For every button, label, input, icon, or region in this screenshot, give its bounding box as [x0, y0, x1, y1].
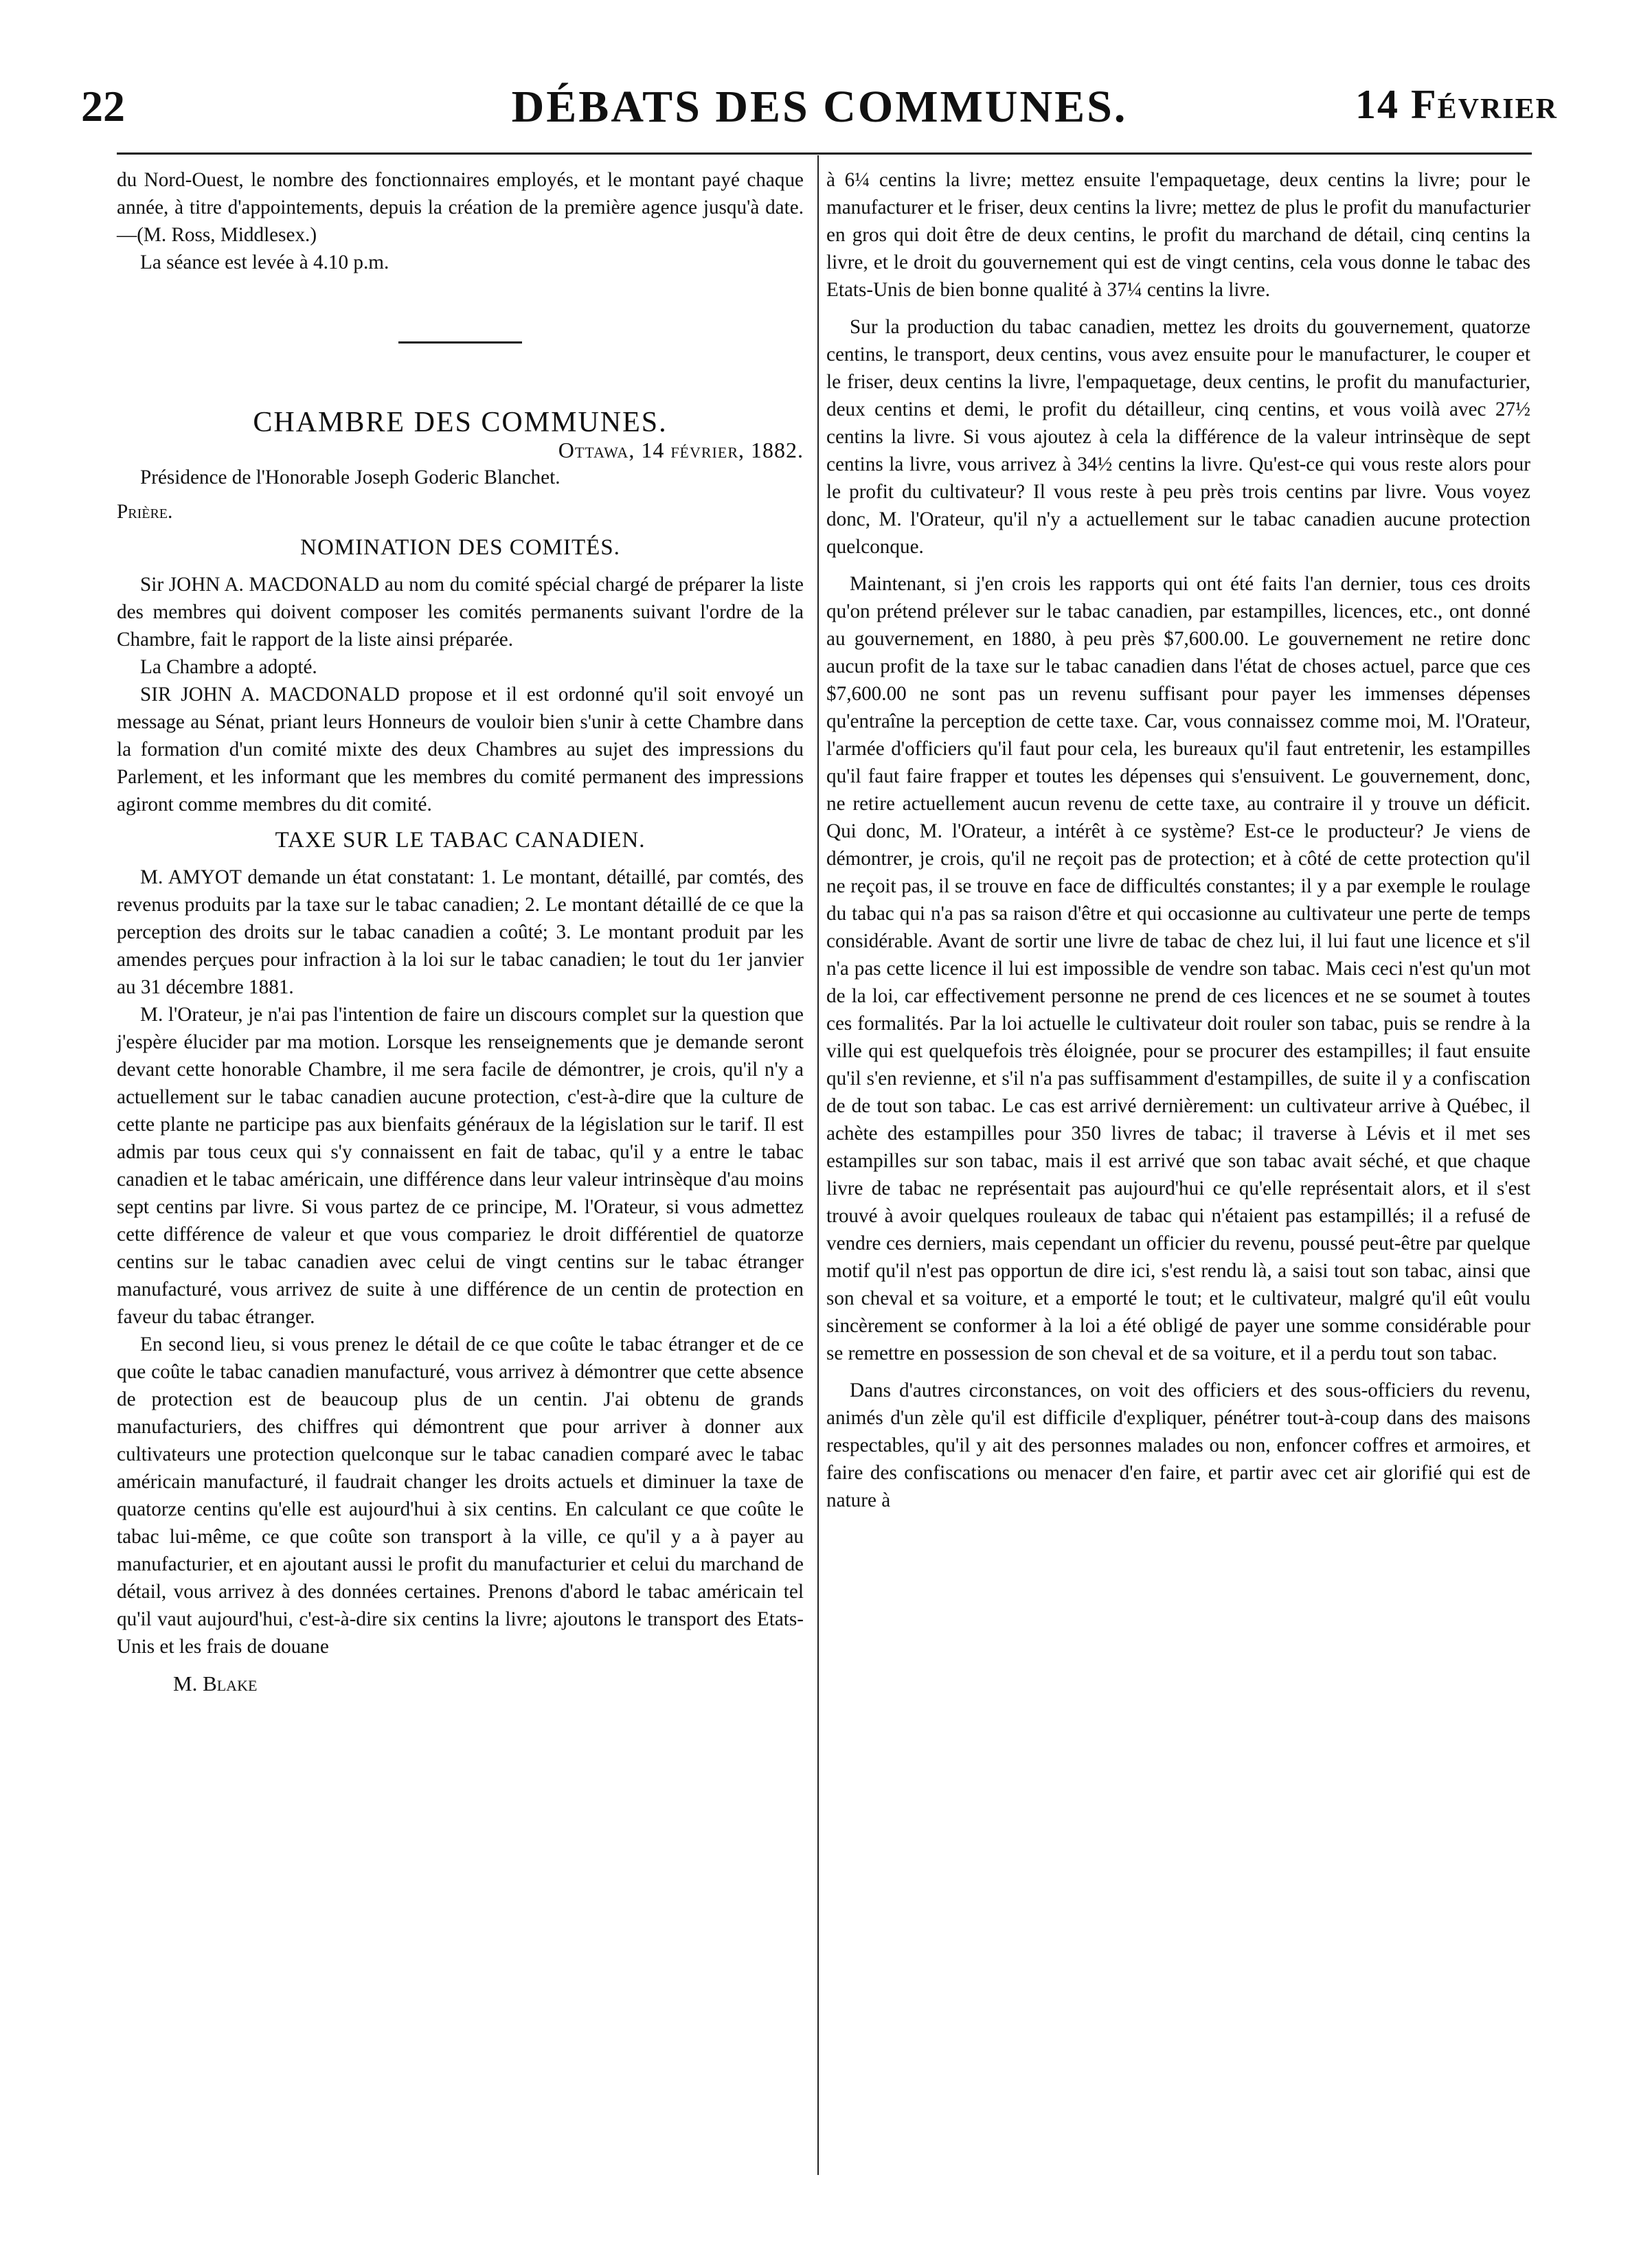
paragraph: M. AMYOT demande un état constatant: 1. Le montant, détaillé, par comtés, des revenus produits par la taxe sur le tabac canadien; 2. Le montant détaillé de ce que la perception des droits sur le tabac canadien a coûté; 3. Le montant produit par les amendes perçues pour infraction à la loi sur le tabac canadien; le tout du 1er janvier au 31 décembre 1881.	[117, 866, 804, 998]
left-column	[117, 166, 804, 1698]
paragraph: Sur la production du tabac canadien, mettez les droits du gouvernement, quatorze centins, le transport, deux centins, vous avez ensuite pour le manufacturer, le couper et le friser, deux centins la livre, l'empaquetage, deux centins, le profit du manufacturier, deux centins et demi, le profit du détailleur, cinq centins, et vous voilà avec 27½ centins la livre. Si vous ajoutez à cela la différence de la valeur intrinsèque de sept centins la livre, vous arrivez à 34½ centins la livre. Qu'est-ce qui vous reste alors pour le profit du cultivateur? Il vous reste à peu près trois centins par livre. Vous voyez donc, M. l'Orateur, qu'il n'y a actuellement sur le tabac canadien aucune protection quelconque.	[826, 316, 1530, 558]
paragraph: SIR JOHN A. MACDONALD propose et il est ordonné qu'il soit envoyé un message au Sénat, priant leurs Honneurs de vouloir bien s'unir à cette Chambre dans la formation d'un comité mixte des deux Chambres au sujet des impressions du Parlement, et les informant que les membres du comité permanent des impressions agiront comme membres du dit comité.	[117, 684, 804, 815]
column-divider	[817, 155, 819, 2175]
page-number: 22	[81, 82, 125, 131]
paragraph: du Nord-Ouest, le nombre des fonctionnaires employés, et le montant payé chaque année, à titre d'appointements, depuis la création de la première agence jusqu'à date.—(M. Ross, Middlesex.)	[117, 169, 804, 246]
paragraph: La séance est levée à 4.10 p.m.	[140, 251, 389, 273]
paragraph: à 6¼ centins la livre; mettez ensuite l'empaquetage, deux centins la livre; pour le manufacturer et le friser, deux centins la livre; mettez de plus le profit du manufacturier en gros qui doit être de deux centins, le profit du marchand de détail, cinq centins la livre, et le droit du gouvernement qui est de vingt centins, cela vous donne le tabac des Etats-Unis de bien bonne qualité à 37¼ centins la livre.	[826, 169, 1530, 301]
paragraph: M. l'Orateur, je n'ai pas l'intention de faire un discours complet sur la question que j'espère élucider par ma motion. Lorsque les renseignements que je demande seront devant cette honorable Chambre, il me sera facile de démontrer, je crois, qu'il n'y a actuellement sur le tabac canadien aucune protection, c'est-à-dire que la culture de cette plante ne participe pas aux bienfaits généraux de la législation sur le tarif. Il est admis par tous ceux qui s'y connaissent en fait de tabac, qu'il y a entre le tabac canadien et le tabac américain, une différence dans leur valeur intrinsèque d'au moins sept centins par livre. Si vous partez de ce principe, M. l'Orateur, si vous admettez cette différence de valeur et que vous compariez le droit différentiel de quatorze centins sur le tabac canadien avec celui de vingt centins sur le tabac étranger manufacturé, vous arrivez de suite à une différence de un centin de protection en faveur du tabac étranger.	[117, 1004, 804, 1328]
chamber-heading: CHAMBRE DES COMMUNES.	[253, 407, 668, 438]
section-separator	[398, 341, 522, 343]
paragraph: Maintenant, si j'en crois les rapports qui ont été faits l'an dernier, tous ces droits qu'on prétend prélever sur le tabac canadien, par estampilles, licences, etc., ont donné au gouvernement, en 1880, à peu près $7,600.00. Le gouvernement ne retire donc aucun profit de la taxe sur le tabac canadien dans l'état de choses actuel, parce que ces $7,600.00 ne sont pas un revenu suffisant pour payer les immenses dépenses qu'entraîne la perception de cette taxe. Car, vous connaissez comme moi, M. l'Orateur, l'armée d'officiers qu'il faut pour cela, les bureaux qu'il faut entretenir, les estampilles qu'il faut faire frapper et toutes les dépenses qui s'ensuivent. Le gouvernement, donc, ne retire actuellement aucun revenu de cette taxe, au contraire il y trouve un déficit. Qui donc, M. l'Orateur, a intérêt à ce système? Est-ce le producteur? Je viens de démontrer, je crois, qu'il ne reçoit pas de protection; et à côté de cette protection qu'il ne reçoit pas, il se trouve en face de difficultés constantes; il y a par exemple le roulage du tabac qui n'a pas sa raison d'être et qui occasionne au cultivateur une perte de temps considérable. Avant de sortir une livre de tabac de chez lui, il lui faut une licence et s'il n'a pas cette licence il lui est impossible de vendre son tabac. Mais ceci n'est qu'un mot de la loi, car effectivement personne ne prend de ces licences et ne se soumet à toutes ces formalités. Par la loi actuelle le cultivateur doit rouler son tabac, puis se rendre à la ville qui est quelquefois très éloignée, pour se procurer des estampilles; il faut ensuite qu'il s'en revienne, et s'il n'a pas suffisamment d'estampilles, de suite il y a confiscation de de tout son tabac. Le cas est arrivé dernièrement: un cultivateur arrive à Québec, il achète des estampilles pour 350 livres de tabac; il traverse à Lévis et il met ses estampilles sur son tabac, mais il est arrivé que son tabac avait séché, et que chaque livre de tabac ne représentait pas aujourd'hui ce qu'elle représentait alors, et il s'est trouvé à avoir quelques rouleaux de tabac qui n'étaient pas estampillés; il a refusé de vendre ces derniers, mais cependant un officier du revenu, poussé peut-être par quelque motif qu'il n'est pas opportun de dire ici, s'est rendu là, a saisi tout son tabac, ainsi que son cheval et sa voiture, et a emporté le tout; et le cultivateur, malgré qu'il eût voulu sincèrement se conformer à la loi a été obligé de payer une somme considérable pour se remettre en possession de son cheval et de sa voiture, et il a perdu tout son tabac.	[826, 573, 1530, 1364]
comites-heading: NOMINATION DES COMITÉS.	[300, 535, 620, 560]
paragraph: Sir JOHN A. MACDONALD au nom du comité spécial chargé de préparer la liste des membres qui doivent composer les comités permanents suivant l'ordre de la Chambre, fait le rapport de la liste ainsi préparée.	[117, 574, 804, 651]
paragraph: En second lieu, si vous prenez le détail de ce que coûte le tabac étranger et de ce que coûte le tabac canadien manufacturé, vous arrivez à démontrer que cette absence de protection est de beaucoup plus de un centin. J'ai obtenu de grands manufacturiers, des chiffres qui démontrent que pour arriver à donner aux cultivateurs une protection quelconque sur le tabac canadien comparé avec le tabac américain manufacturé, il faudrait changer les droits actuels et diminuer la taxe de quatorze centins qu'elle est aujourd'hui à six centins. En calculant ce que coûte le tabac lui-même, ce que coûte son transport à la ville, ce qu'il y a à payer au manufacturier, et en ajoutant aussi le profit du manufacturier et celui du marchand de détail, vous arrivez à des données certaines. Prenons d'abord le tabac américain tel qu'il vaut aujourd'hui, c'est-à-dire six centins la livre; ajoutons le transport des Etats-Unis et les frais de douane	[117, 1333, 804, 1658]
header-rule	[117, 153, 1532, 155]
dateline: Ottawa, 14 février, 1882.	[558, 438, 804, 462]
presidence-line: Présidence de l'Honorable Joseph Goderic Blanchet.	[140, 466, 561, 488]
tabac-heading: TAXE SUR LE TABAC CANADIEN.	[275, 828, 646, 853]
footer-speaker: M. Blake	[173, 1671, 258, 1695]
header-date: 14 Février	[1355, 82, 1558, 127]
right-column	[826, 166, 1530, 1514]
page-title: DÉBATS DES COMMUNES.	[511, 82, 1128, 132]
priere-label: Prière.	[117, 501, 173, 523]
paragraph: La Chambre a adopté.	[140, 656, 317, 678]
page-header	[81, 81, 1558, 150]
paragraph: Dans d'autres circonstances, on voit des officiers et des sous-officiers du revenu, animés d'un zèle qu'il est difficile d'expliquer, pénétrer tout-à-coup dans des maisons respectables, qu'il y ait des personnes malades ou non, enfoncer coffres et armoires, et faire des confiscations ou menacer d'en faire, et partir avec cet air glorifié qui est de nature à	[826, 1379, 1530, 1511]
